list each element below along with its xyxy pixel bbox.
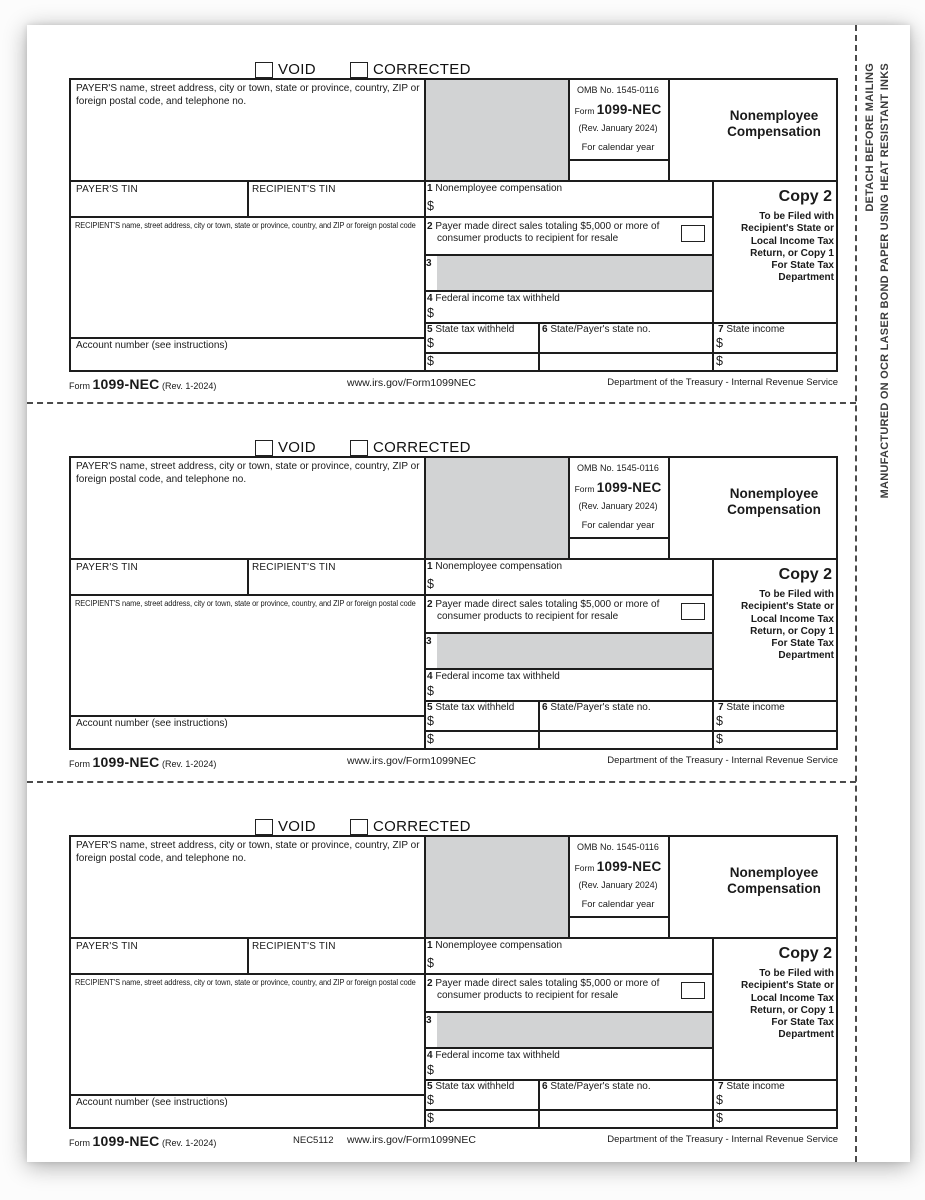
box6-label: 6 State/Payer's state no. [542,1081,651,1092]
void-checkbox [255,62,273,78]
box3-label: 3 [426,636,432,647]
omb-block [568,837,668,909]
shaded-box-top [424,458,568,558]
box7-dollar-sign-row2: $ [716,732,723,746]
corrected-label: CORRECTED [373,818,471,835]
recipient-tin-label: RECIPIENT'S TIN [252,941,336,952]
box2-label-line1: 2 Payer made direct sales totaling $5,000 or more of [427,978,660,989]
void-label: VOID [278,818,316,835]
form-number-line: Form 1099-NEC [574,102,662,117]
box5-dollar-sign-row1: $ [427,714,434,728]
copy-designation: Copy 2 [778,188,832,205]
omb-number: OMB No. 1545-0116 [577,842,659,852]
form-1099nec-copy-1 [27,25,855,404]
copy-instructions: To be Filed with Recipient's State or Local Income Tax Return, or Copy 1 For State Tax Department [741,589,834,662]
revision-label: (Rev. January 2024) [578,123,658,133]
detach-before-mailing-text: DETACH BEFORE MAILING [864,63,876,212]
treasury-label: Department of the Treasury - Internal Revenue Service [607,377,838,388]
copy-instructions: To be Filed with Recipient's State or Local Income Tax Return, or Copy 1 For State Tax Department [741,211,834,284]
corrected-label: CORRECTED [373,61,471,78]
box7-dollar-sign-row1: $ [716,714,723,728]
void-corrected-row [27,818,855,836]
account-number-label: Account number (see instructions) [76,718,228,729]
box2-label-line2: consumer products to recipient for resale [437,233,619,244]
calendar-year-label: For calendar year [581,142,655,152]
void-corrected-row [27,61,855,79]
form-table [69,835,838,1129]
box5-dollar-sign-row1: $ [427,336,434,350]
account-number-label: Account number (see instructions) [76,340,228,351]
edge-printing [863,63,893,1162]
corrected-checkbox [350,62,368,78]
recipient-info-label: RECIPIENT'S name, street address, city or town, state or province, country, and ZIP or foreign postal code [75,978,416,987]
omb-block [568,458,668,530]
box5-dollar-sign-row2: $ [427,732,434,746]
recipient-info-label: RECIPIENT'S name, street address, city or town, state or province, country, and ZIP or foreign postal code [75,599,416,608]
form-title: Nonemployee Compensation [727,108,821,139]
box7-dollar-sign-row2: $ [716,1111,723,1125]
box5-label: 5 State tax withheld [427,324,515,335]
revision-label: (Rev. January 2024) [578,880,658,890]
form-number-line: Form 1099-NEC [574,480,662,495]
box5-dollar-sign-row2: $ [427,1111,434,1125]
box7-dollar-sign-row1: $ [716,1093,723,1107]
box5-dollar-sign-row1: $ [427,1093,434,1107]
void-checkbox [255,440,273,456]
box2-label-line2: consumer products to recipient for resale [437,990,619,1001]
box4-label: 4 Federal income tax withheld [427,1050,560,1061]
footer-form-id: Form 1099-NEC (Rev. 1-2024) [69,754,217,770]
shaded-box-top [424,80,568,180]
payer-info-label: PAYER'S name, street address, city or town, state or province, country, ZIP or foreign postal code, and telephone no. [76,840,420,864]
perforation-line-vertical [855,25,857,1162]
box5-label: 5 State tax withheld [427,1081,515,1092]
copy-designation: Copy 2 [778,945,832,962]
void-corrected-row [27,439,855,457]
irs-url: www.irs.gov/Form1099NEC [347,377,476,389]
box5-dollar-sign-row2: $ [427,354,434,368]
recipient-tin-label: RECIPIENT'S TIN [252,562,336,573]
void-label: VOID [278,439,316,456]
box2-label-line2: consumer products to recipient for resale [437,611,619,622]
box1-dollar-sign: $ [427,577,434,591]
box1-dollar-sign: $ [427,956,434,970]
payer-info-label: PAYER'S name, street address, city or town, state or province, country, ZIP or foreign postal code, and telephone no. [76,461,420,485]
revision-label: (Rev. January 2024) [578,501,658,511]
manufactured-text: MANUFACTURED ON OCR LASER BOND PAPER USING HEAT RESISTANT INKS [878,63,891,499]
box4-dollar-sign: $ [427,306,434,320]
form-title: Nonemployee Compensation [727,865,821,896]
recipient-tin-label: RECIPIENT'S TIN [252,184,336,195]
payer-tin-label: PAYER'S TIN [76,941,138,952]
payer-tin-label: PAYER'S TIN [76,562,138,573]
box3-label: 3 [426,1015,432,1026]
box1-dollar-sign: $ [427,199,434,213]
form-1099nec-copy-2 [27,403,855,782]
corrected-checkbox [350,819,368,835]
box2-label-line1: 2 Payer made direct sales totaling $5,000 or more of [427,599,660,610]
form-title: Nonemployee Compensation [727,486,821,517]
omb-number: OMB No. 1545-0116 [577,85,659,95]
box6-label: 6 State/Payer's state no. [542,324,651,335]
box7-label: 7 State income [718,324,785,335]
treasury-label: Department of the Treasury - Internal Revenue Service [607,755,838,766]
form-footer [69,752,838,772]
corrected-label: CORRECTED [373,439,471,456]
box4-label: 4 Federal income tax withheld [427,671,560,682]
box7-dollar-sign-row1: $ [716,336,723,350]
form-footer [69,374,838,394]
irs-url: www.irs.gov/Form1099NEC [347,755,476,767]
box1-label: 1 Nonemployee compensation [427,183,563,194]
shaded-box-top [424,837,568,937]
box3-label: 3 [426,258,432,269]
treasury-label: Department of the Treasury - Internal Revenue Service [607,1134,838,1145]
account-number-label: Account number (see instructions) [76,1097,228,1108]
copy-designation: Copy 2 [778,566,832,583]
box7-dollar-sign-row2: $ [716,354,723,368]
recipient-info-label: RECIPIENT'S name, street address, city or town, state or province, country, and ZIP or foreign postal code [75,221,416,230]
payer-tin-label: PAYER'S TIN [76,184,138,195]
box5-label: 5 State tax withheld [427,702,515,713]
box6-label: 6 State/Payer's state no. [542,702,651,713]
omb-block [568,80,668,152]
form-number-line: Form 1099-NEC [574,859,662,874]
box7-label: 7 State income [718,1081,785,1092]
void-label: VOID [278,61,316,78]
perforation-line-2 [27,781,856,783]
printer-code: NEC5112 [293,1135,334,1146]
form-footer [69,1131,838,1151]
form-table [69,78,838,372]
irs-url: www.irs.gov/Form1099NEC [347,1134,476,1146]
form-table [69,456,838,750]
footer-form-id: Form 1099-NEC (Rev. 1-2024) [69,1133,217,1149]
box4-label: 4 Federal income tax withheld [427,293,560,304]
form-sheet [27,25,910,1162]
box4-dollar-sign: $ [427,684,434,698]
void-checkbox [255,819,273,835]
payer-info-label: PAYER'S name, street address, city or town, state or province, country, ZIP or foreign postal code, and telephone no. [76,83,420,107]
corrected-checkbox [350,440,368,456]
copy-instructions: To be Filed with Recipient's State or Local Income Tax Return, or Copy 1 For State Tax Department [741,968,834,1041]
omb-number: OMB No. 1545-0116 [577,463,659,473]
box1-label: 1 Nonemployee compensation [427,940,563,951]
calendar-year-label: For calendar year [581,899,655,909]
perforation-line-1 [27,402,856,404]
box7-label: 7 State income [718,702,785,713]
box1-label: 1 Nonemployee compensation [427,561,563,572]
box4-dollar-sign: $ [427,1063,434,1077]
footer-form-id: Form 1099-NEC (Rev. 1-2024) [69,376,217,392]
box2-label-line1: 2 Payer made direct sales totaling $5,000 or more of [427,221,660,232]
calendar-year-label: For calendar year [581,520,655,530]
form-1099nec-copy-3 [27,782,855,1161]
